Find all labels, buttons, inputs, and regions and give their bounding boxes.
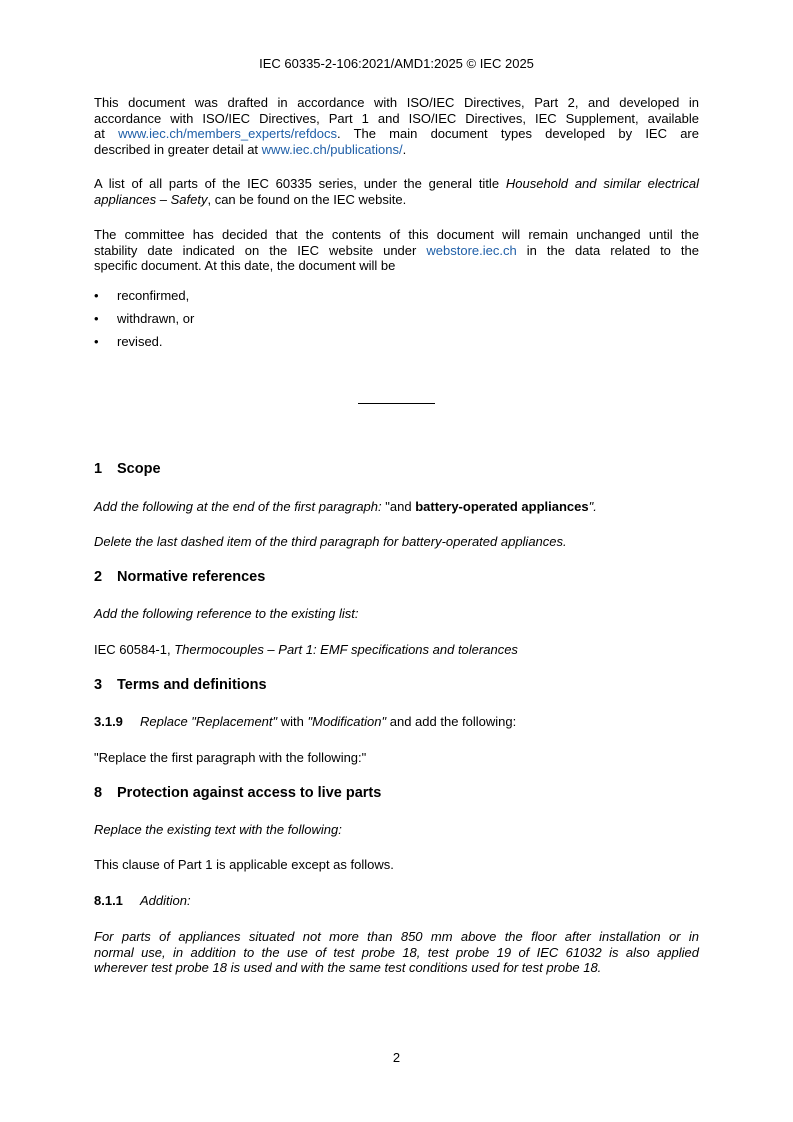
text-run: "and bbox=[385, 499, 412, 514]
reference-id: IEC 60584-1, bbox=[94, 642, 175, 657]
foreword-p3-line-1: The committee has decided that the contents of this document will remain unchanged until the bbox=[94, 227, 699, 242]
section-title: Normative references bbox=[117, 569, 266, 585]
page-header: IEC 60335-2-106:2021/AMD1:2025 © IEC 2025 bbox=[259, 56, 534, 71]
series-title-cont: appliances – Safety bbox=[94, 191, 208, 207]
refdocs-link[interactable]: www.iec.ch/members_experts/refdocs bbox=[118, 126, 337, 141]
text-run: in the data related to the bbox=[526, 242, 699, 258]
section-title: Protection against access to live parts bbox=[117, 785, 382, 801]
section-number: 8 bbox=[94, 785, 103, 801]
foreword-paragraph-1 bbox=[94, 95, 699, 157]
instruction-text: Addition: bbox=[140, 893, 191, 908]
text-run: . The main document types developed by IEC are bbox=[336, 126, 699, 141]
paragraph-line: normal use, in addition to the use of test probe 18, test probe 19 of IEC 61032 is also applied bbox=[94, 944, 699, 960]
text-run: at bbox=[94, 126, 105, 141]
section-number: 1 bbox=[94, 461, 103, 477]
reference-entry bbox=[94, 642, 518, 657]
webstore-link[interactable]: webstore.iec.ch bbox=[426, 242, 517, 258]
foreword-p1-line-1: This document was drafted in accordance with ISO/IEC Directives, Part 2, and developed in bbox=[94, 95, 699, 110]
text-run: ". bbox=[588, 499, 597, 514]
instruction-text: Replace "Replacement" bbox=[140, 714, 278, 729]
scope-instruction-2: Delete the last dashed item of the third paragraph for battery-operated appliances. bbox=[94, 534, 567, 549]
section-title: Terms and definitions bbox=[117, 677, 267, 693]
paragraph-line: For parts of appliances situated not more than 850 mm above the floor after installation or in bbox=[94, 929, 699, 944]
foreword-p2-line-1 bbox=[94, 176, 699, 192]
foreword-p1-line-2: accordance with ISO/IEC Directives, Part 1 and ISO/IEC Directives, IEC Supplement, available bbox=[94, 110, 699, 126]
text-run: and add the following: bbox=[389, 714, 517, 729]
subclause-number: 8.1.1 bbox=[94, 893, 123, 908]
section-heading-normative-references bbox=[94, 569, 265, 585]
section-heading-terms bbox=[94, 677, 267, 693]
subclause-8-1-1 bbox=[94, 893, 191, 908]
subclause-number: 3.1.9 bbox=[94, 714, 123, 729]
text-run: stability date indicated on the IEC website under bbox=[94, 242, 417, 258]
section-number: 3 bbox=[94, 677, 103, 693]
quoted-instruction: "Replace the first paragraph with the following:" bbox=[94, 750, 367, 765]
section-number: 2 bbox=[94, 569, 103, 585]
publications-link[interactable]: www.iec.ch/publications/ bbox=[261, 141, 403, 157]
list-item-text: reconfirmed, bbox=[117, 288, 190, 303]
bullet-icon: • bbox=[94, 334, 99, 349]
series-title: Household and similar electrical bbox=[505, 176, 699, 191]
scope-instruction-1 bbox=[94, 499, 597, 514]
normative-instruction: Add the following reference to the existing list: bbox=[94, 606, 359, 621]
separator-line bbox=[358, 403, 435, 404]
text-run: , can be found on the IEC website. bbox=[207, 191, 407, 207]
foreword-p3-line-2 bbox=[94, 243, 699, 259]
reference-title: Thermocouples – Part 1: EMF specifications and tolerances bbox=[174, 642, 518, 657]
section-heading-protection bbox=[94, 785, 381, 801]
foreword-p1-line-3 bbox=[94, 126, 699, 142]
protection-instruction: Replace the existing text with the following: bbox=[94, 822, 342, 837]
text-run: described in greater detail at bbox=[94, 141, 259, 157]
subclause-3-1-9 bbox=[94, 714, 516, 729]
text-run: with bbox=[280, 714, 304, 729]
foreword-paragraph-2 bbox=[94, 176, 699, 207]
section-title: Scope bbox=[117, 461, 161, 477]
protection-text: This clause of Part 1 is applicable except as follows. bbox=[94, 857, 394, 872]
list-item-text: revised. bbox=[117, 334, 163, 349]
subclause-8-1-1-paragraph bbox=[94, 929, 699, 976]
list-item-text: withdrawn, or bbox=[117, 311, 195, 326]
bullet-icon: • bbox=[94, 288, 99, 303]
foreword-p1-line-4 bbox=[94, 142, 699, 158]
page-number: 2 bbox=[392, 1050, 401, 1065]
foreword-paragraph-3 bbox=[94, 227, 699, 274]
foreword-p2-line-2 bbox=[94, 192, 699, 208]
bold-term: battery-operated appliances bbox=[415, 499, 589, 514]
paragraph-line: wherever test probe 18 is used and with the same test conditions used for test probe 18. bbox=[94, 960, 602, 975]
text-run: . bbox=[402, 141, 407, 157]
instruction-text: Add the following at the end of the first paragraph: bbox=[94, 499, 382, 514]
text-run: A list of all parts of the IEC 60335 series, under the general title bbox=[94, 176, 500, 191]
section-heading-scope bbox=[94, 461, 161, 477]
instruction-text: "Modification" bbox=[307, 714, 387, 729]
bullet-icon: • bbox=[94, 311, 99, 326]
foreword-p3-line-3: specific document. At this date, the document will be bbox=[94, 258, 396, 273]
